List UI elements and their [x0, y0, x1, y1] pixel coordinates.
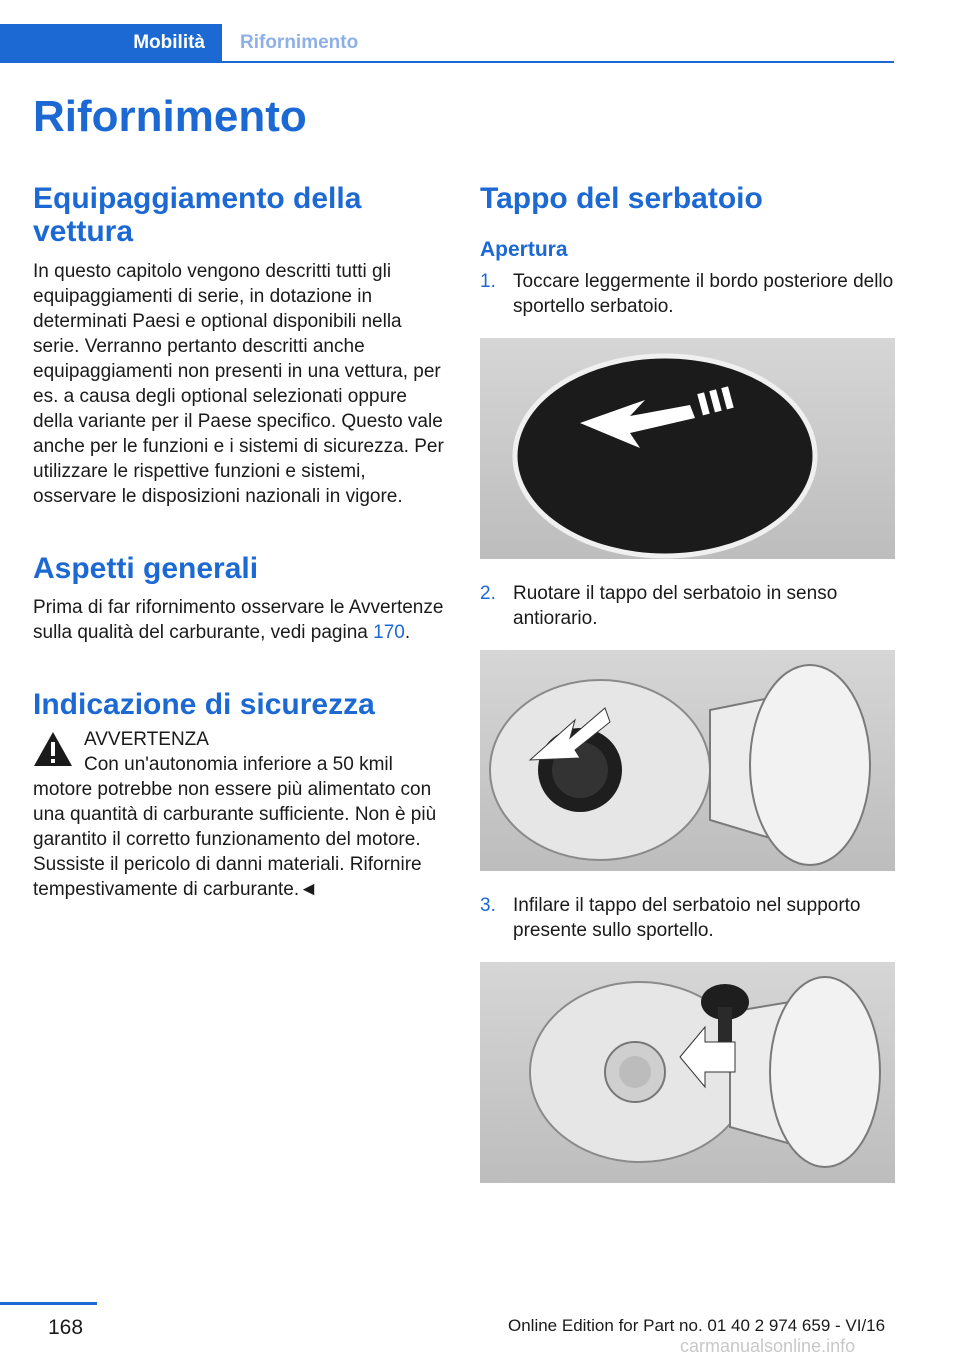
fuel-flap-illustration	[480, 338, 895, 559]
warning-body: motore potrebbe non essere più alimentato con una quantità di carburante sufficiente. Non è più garantito il corretto funzionamento del motore. Sussiste il pericolo di danni materiali. Rifornire tempestivamente di carburante.◄	[33, 779, 437, 900]
page-number: 168	[48, 1316, 84, 1339]
warning-first-line: Con un'autonomia inferiore a 50 kmil	[84, 754, 393, 775]
fuel-cap-rotate-image	[480, 650, 895, 871]
step-text: Infilare il tappo del serbatoio nel supporto presente sullo sportello.	[513, 895, 861, 941]
fuel-cap-heading: Tappo del serbatoio	[480, 182, 763, 215]
fuel-cap-rotate-illustration	[480, 650, 895, 871]
step-text: Ruotare il tappo del serbatoio in senso antiorario.	[513, 583, 838, 629]
online-edition: Online Edition for Part no. 01 40 2 974 659 - VI/16	[508, 1316, 886, 1335]
warning-label: AVVERTENZA	[84, 729, 209, 750]
step-number: 3.	[480, 895, 496, 916]
safety-heading: Indicazione di sicurezza	[33, 688, 375, 721]
page-link[interactable]: 170	[373, 622, 405, 643]
page-tab[interactable]: Rifornimento	[240, 32, 359, 53]
right-column	[480, 182, 895, 1183]
general-body	[33, 595, 448, 645]
step-3	[480, 893, 895, 943]
step-text: Toccare leggermente il bordo posteriore dello sportello serbatoio.	[513, 271, 894, 317]
warning-triangle-icon	[33, 731, 73, 767]
step-number: 2.	[480, 583, 496, 604]
opening-subheading: Apertura	[480, 238, 568, 261]
page-title: Rifornimento	[33, 92, 307, 141]
general-body-end: .	[404, 622, 411, 643]
step-2	[480, 581, 895, 631]
general-heading: Aspetti generali	[33, 552, 259, 585]
equipment-heading: Equipaggiamento della vettura	[33, 182, 362, 248]
footer-divider	[0, 1302, 97, 1305]
equipment-body: In questo capitolo vengono descritti tutti gli equipaggiamenti di serie, in dotazione in determinati Paesi e optional disponibili nella serie. Verranno pertanto descritti anche equipaggiamenti non presenti in una vettura, per es. a causa degli optional selezionati oppure della variante per il Paese specifico. Questo vale anche per le funzioni e i sistemi di sicurezza. Per utilizzare le rispettive funzioni e sistemi, osservare le disposizioni nazionali in vigore.	[33, 261, 444, 507]
watermark: carmanualsonline.info	[680, 1336, 856, 1356]
left-column	[33, 182, 448, 902]
general-body-text: Prima di far rifornimento osservare le Avvertenze sulla qualità del carburante, vedi pagina	[33, 597, 444, 643]
fuel-cap-holder-image	[480, 962, 895, 1183]
step-1	[480, 269, 895, 319]
fuel-flap-press-image	[480, 338, 895, 559]
header-tabs	[0, 24, 894, 62]
header-divider	[0, 61, 894, 63]
warning-block	[33, 727, 448, 902]
step-number: 1.	[480, 271, 496, 292]
section-tab[interactable]: Mobilità	[0, 24, 222, 62]
fuel-cap-holder-illustration	[480, 962, 895, 1183]
